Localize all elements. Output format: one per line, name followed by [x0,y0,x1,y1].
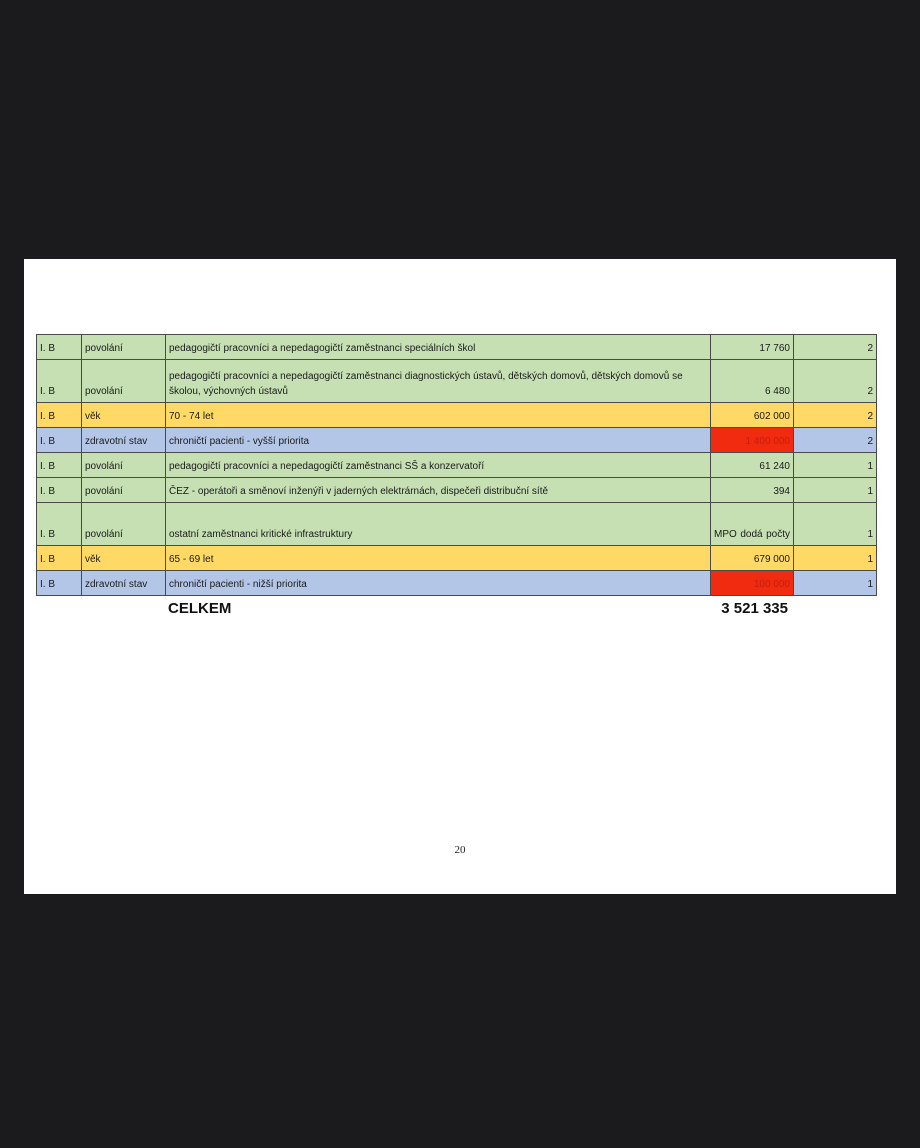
category-cell: zdravotní stav [82,571,166,596]
total-value: 3 521 335 [721,600,788,617]
table-row [37,335,877,360]
description-cell: pedagogičtí pracovníci a nepedagogičtí zaměstnanci speciálních škol [166,335,711,360]
table-row [37,478,877,503]
description-cell: chroničtí pacienti - nižší priorita [166,571,711,596]
description-cell: 65 - 69 let [166,546,711,571]
category-cell: povolání [82,453,166,478]
document-page [24,259,896,894]
priority-cell: 2 [794,335,877,360]
count-cell: 6 480 [711,360,794,403]
table-row [37,503,877,546]
group-cell: I. B [37,503,82,546]
count-cell: 602 000 [711,403,794,428]
count-cell: 61 240 [711,453,794,478]
group-cell: I. B [37,571,82,596]
table-row [37,546,877,571]
total-label: CELKEM [168,600,232,617]
description-cell: ČEZ - operátoři a směnoví inženýři v jaderných elektrárnách, dispečeři distribuční sítě [166,478,711,503]
description-cell: pedagogičtí pracovníci a nepedagogičtí zaměstnanci diagnostických ústavů, dětských domovů, dětských domovů se školou, výchovných ústavů [166,360,711,403]
count-cell-highlighted: 100 000 [711,571,794,596]
table-row [37,453,877,478]
table-row [37,360,877,403]
description-cell: ostatní zaměstnanci kritické infrastruktury [166,503,711,546]
group-cell: I. B [37,478,82,503]
priority-cell: 1 [794,571,877,596]
page-number: 20 [454,844,466,856]
priority-cell: 1 [794,503,877,546]
table-row [37,428,877,453]
category-cell: povolání [82,360,166,403]
group-cell: I. B [37,403,82,428]
group-cell: I. B [37,546,82,571]
count-cell-highlighted: 1 400 000 [711,428,794,453]
table-row [37,403,877,428]
description-cell: pedagogičtí pracovníci a nepedagogičtí zaměstnanci SŠ a konzervatoří [166,453,711,478]
priority-cell: 2 [794,360,877,403]
priority-cell: 1 [794,478,877,503]
description-cell: chroničtí pacienti - vyšší priorita [166,428,711,453]
group-cell: I. B [37,453,82,478]
group-cell: I. B [37,335,82,360]
category-cell: věk [82,403,166,428]
priority-cell: 1 [794,453,877,478]
category-cell: zdravotní stav [82,428,166,453]
table-row [37,571,877,596]
count-cell: 679 000 [711,546,794,571]
priority-cell: 1 [794,546,877,571]
priority-cell: 2 [794,403,877,428]
category-cell: povolání [82,503,166,546]
description-cell: 70 - 74 let [166,403,711,428]
vaccination-priority-table [36,334,877,596]
count-cell: 394 [711,478,794,503]
count-cell-note: MPO dodá počty [711,503,794,546]
group-cell: I. B [37,428,82,453]
count-cell: 17 760 [711,335,794,360]
group-cell: I. B [37,360,82,403]
category-cell: povolání [82,335,166,360]
category-cell: povolání [82,478,166,503]
category-cell: věk [82,546,166,571]
priority-cell: 2 [794,428,877,453]
